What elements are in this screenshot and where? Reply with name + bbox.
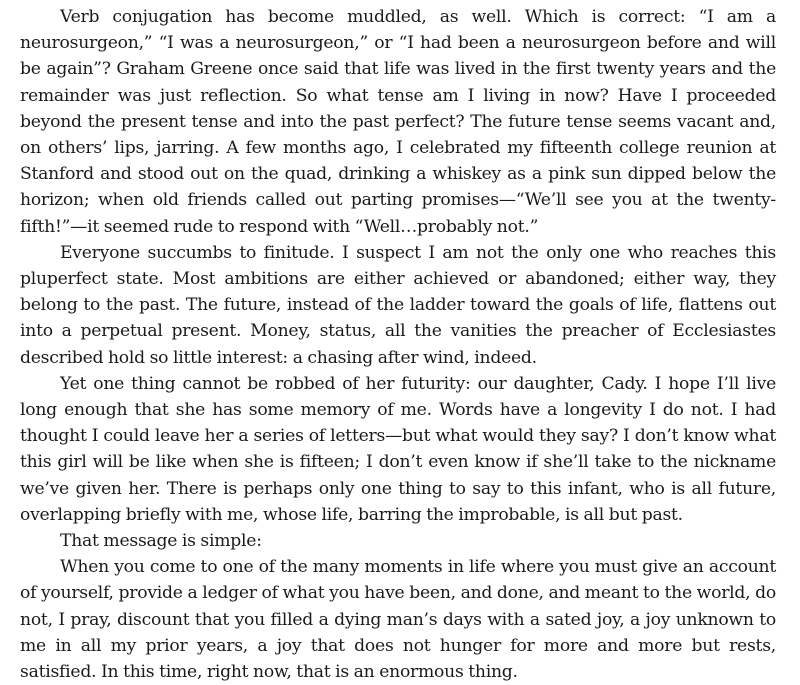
paragraph-finitude: Everyone succumbs to finitude. I suspect I am not the only one who reaches this pluperfect state. Most ambitions are either achieved or abandoned; either way, they belong to the past. The future, instead of the ladder toward the goals of life, flattens out into a perpetual present. Money, status, all the vanities the preacher of Ecclesiastes described hold so little interest: a chasing after wind, indeed. — [20, 242, 776, 368]
paragraph-verb-conjugation: Verb conjugation has become muddled, as well. Which is correct: “I am a neurosurgeon,” “I was a neurosurgeon,” or “I had been a neurosurgeon before and will be again”? Graham Greene once said that life was lived in the first twenty years and the remainder was just reflection. So what tense am I living in now? Have I proceeded beyond the present tense and into the past perfect? The future tense seems vacant and, on others’ lips, jarring. A few months ago, I celebrated my fifteenth college reunion at Stanford and stood out on the quad, drinking a whiskey as a pink sun dipped below the horizon; when old friends called out parting promises—“We’ll see you at the twenty-fifth!”—it seemed rude to respond with “Well…probably not.” — [20, 7, 776, 237]
paragraph-daughter: Yet one thing cannot be robbed of her futurity: our daughter, Cady. I hope I’ll live long enough that she has some memory of me. Words have a longevity I do not. I had thought I could leave her a series of letters—but what would they say? I don’t know what this girl will be like when she is fifteen; I don’t even know if she’ll take to the nickname we’ve given her. There is perhaps only one thing to say to this infant, who is all future, overlapping briefly with me, whose life, barring the improbable, is all but past. — [20, 373, 776, 525]
paragraph-message-intro: That message is simple: — [60, 531, 262, 552]
paragraph-message: When you come to one of the many moments in life where you must give an account of yourself, provide a ledger of what you have been, and done, and meant to the world, do not, I pray, discount that you filled a dying man’s days with a sated joy, a joy unknown to me in all my prior years, a joy that does not hunger for more and more but rests, satisfied. In this time, right now, that is an enormous thing. — [20, 557, 776, 683]
